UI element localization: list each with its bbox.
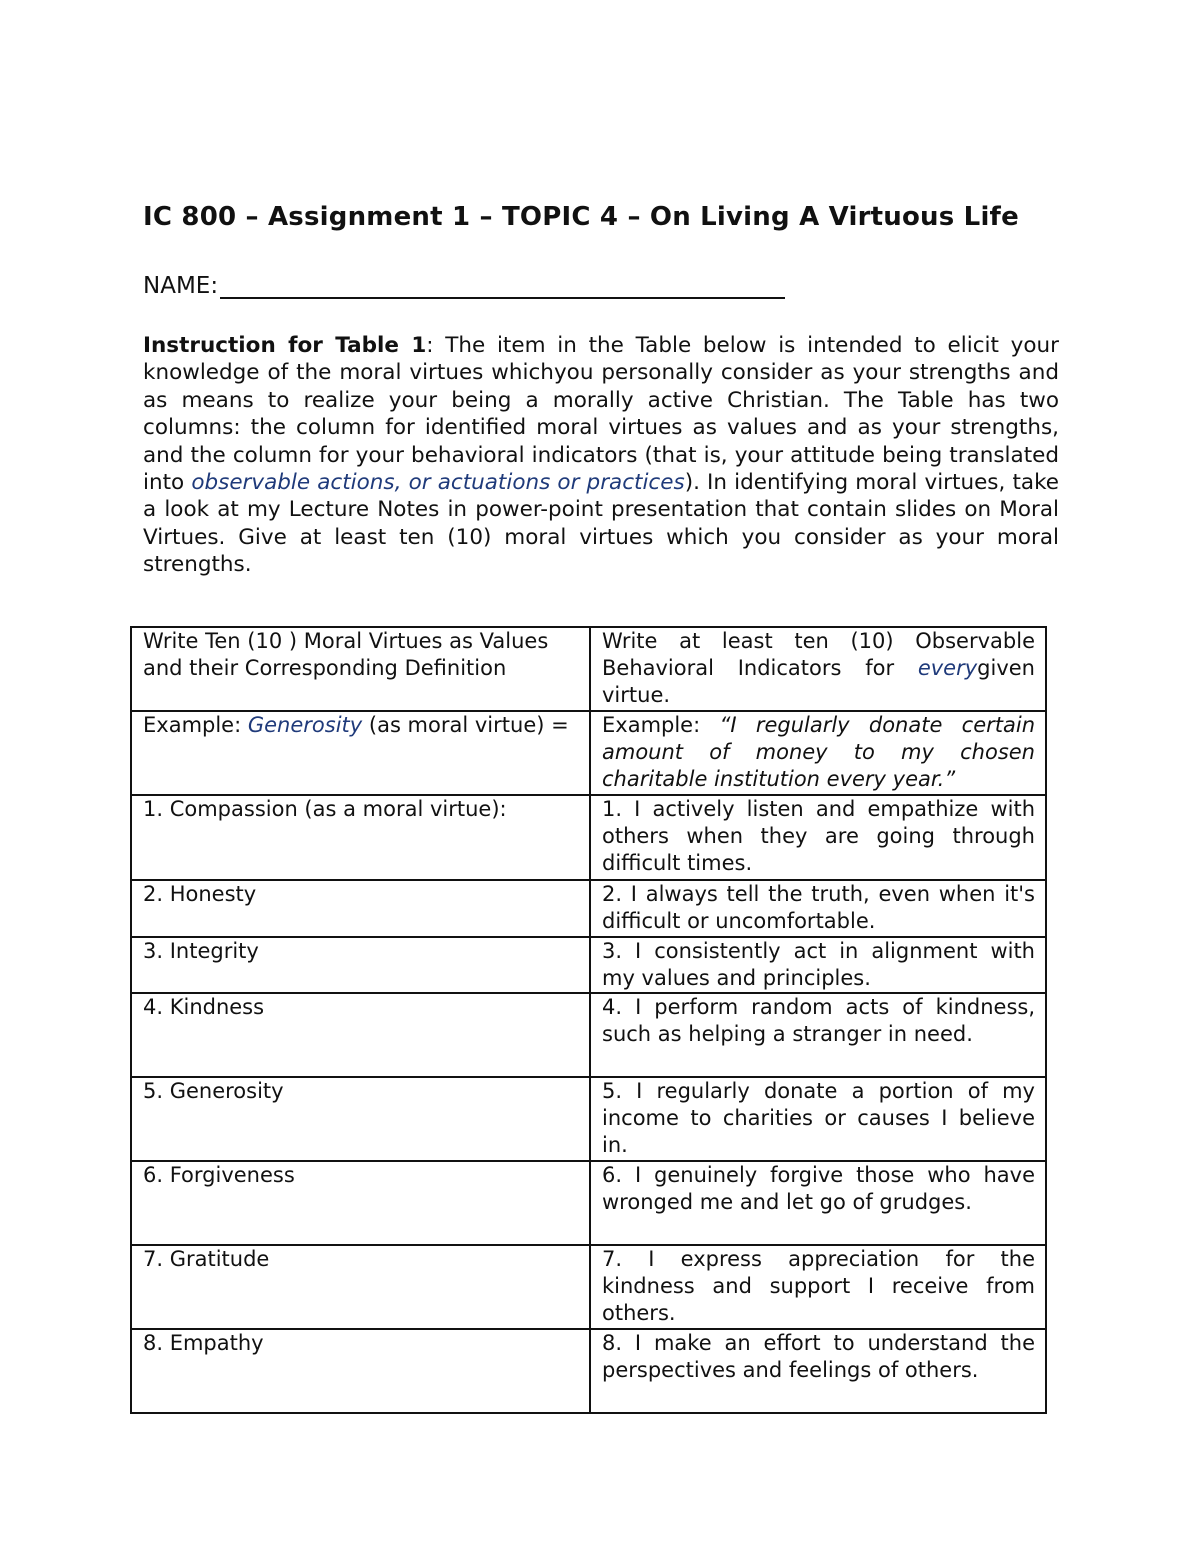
virtue-cell: 5. Generosity [131, 1077, 590, 1161]
virtues-table [130, 626, 1047, 1414]
example-virtue-text-1: Example: [143, 713, 248, 737]
header-indicators-text-1: Write at least ten (10) Observable Behavioral Indicators for [602, 629, 1035, 680]
table-row [131, 1161, 1046, 1245]
table-row [131, 1329, 1046, 1413]
indicator-cell: 4. I perform random acts of kindness, such as helping a stranger in need. [590, 993, 1046, 1077]
virtue-cell: 7. Gratitude [131, 1245, 590, 1329]
virtue-cell: 3. Integrity [131, 937, 590, 993]
indicator-cell: 8. I make an effort to understand the perspectives and feelings of others. [590, 1329, 1046, 1413]
virtue-cell: 4. Kindness [131, 993, 590, 1077]
name-blank-line [220, 271, 785, 299]
indicator-cell: 1. I actively listen and empathize with others when they are going through difficult times. [590, 795, 1046, 880]
indicator-cell: 7. I express appreciation for the kindness and support I receive from others. [590, 1245, 1046, 1329]
table-row [131, 1245, 1046, 1329]
page-title: IC 800 – Assignment 1 – TOPIC 4 – On Living A Virtuous Life [143, 202, 1019, 232]
table-row [131, 795, 1046, 880]
instruction-label: Instruction for Table 1 [143, 333, 427, 358]
table-row [131, 1077, 1046, 1161]
example-indicator-quote: “I regularly donate certain amount of money to my chosen charitable institution every year.” [602, 713, 1036, 791]
header-indicators-cell [590, 627, 1046, 711]
instruction-emphasis: observable actions, or actuations or practices [191, 470, 685, 496]
example-virtue-emphasis: Generosity [247, 713, 363, 737]
instruction-text-part-2: ). In identifying moral virtues, take a look at my Lecture Notes in power-point presentation that contain slides on Moral Virtues. Give at least ten (10) moral virtues which you consider as your moral strengths. [143, 470, 1059, 578]
example-indicator-label: Example: [602, 713, 720, 737]
example-virtue-cell [131, 711, 590, 795]
table-header-row [131, 627, 1046, 711]
indicator-cell: 5. I regularly donate a portion of my income to charities or causes I believe in. [590, 1077, 1046, 1161]
name-field-row [143, 271, 785, 299]
virtue-cell: 1. Compassion (as a moral virtue): [131, 795, 590, 880]
instruction-text-part-1: : The item in the Table below is intended to elicit your knowledge of the moral virtues whichyou personally consider as your strengths and as means to realize your being a morally active Christian. The Table has two columns: the column for identified moral virtues as values and as your strengths, and the column for your behavioral indicators (that is, your attitude being translated into [143, 333, 1059, 496]
virtue-cell: 8. Empathy [131, 1329, 590, 1413]
virtue-cell: 2. Honesty [131, 880, 590, 937]
header-virtues-cell: Write Ten (10 ) Moral Virtues as Values and their Corresponding Definition [131, 627, 590, 711]
instruction-paragraph [143, 332, 1059, 579]
table-row [131, 937, 1046, 993]
indicator-cell: 3. I consistently act in alignment with my values and principles. [590, 937, 1046, 993]
table-row [131, 993, 1046, 1077]
virtue-cell: 6. Forgiveness [131, 1161, 590, 1245]
table-row [131, 880, 1046, 937]
header-indicators-text-2: given virtue. [602, 656, 1035, 707]
example-indicator-cell [590, 711, 1046, 795]
example-row [131, 711, 1046, 795]
indicator-cell: 2. I always tell the truth, even when it's difficult or uncomfortable. [590, 880, 1046, 937]
example-virtue-text-2: (as moral virtue) = [362, 713, 569, 737]
name-label: NAME: [143, 273, 219, 299]
header-indicators-emphasis: every [917, 656, 978, 680]
indicator-cell: 6. I genuinely forgive those who have wronged me and let go of grudges. [590, 1161, 1046, 1245]
